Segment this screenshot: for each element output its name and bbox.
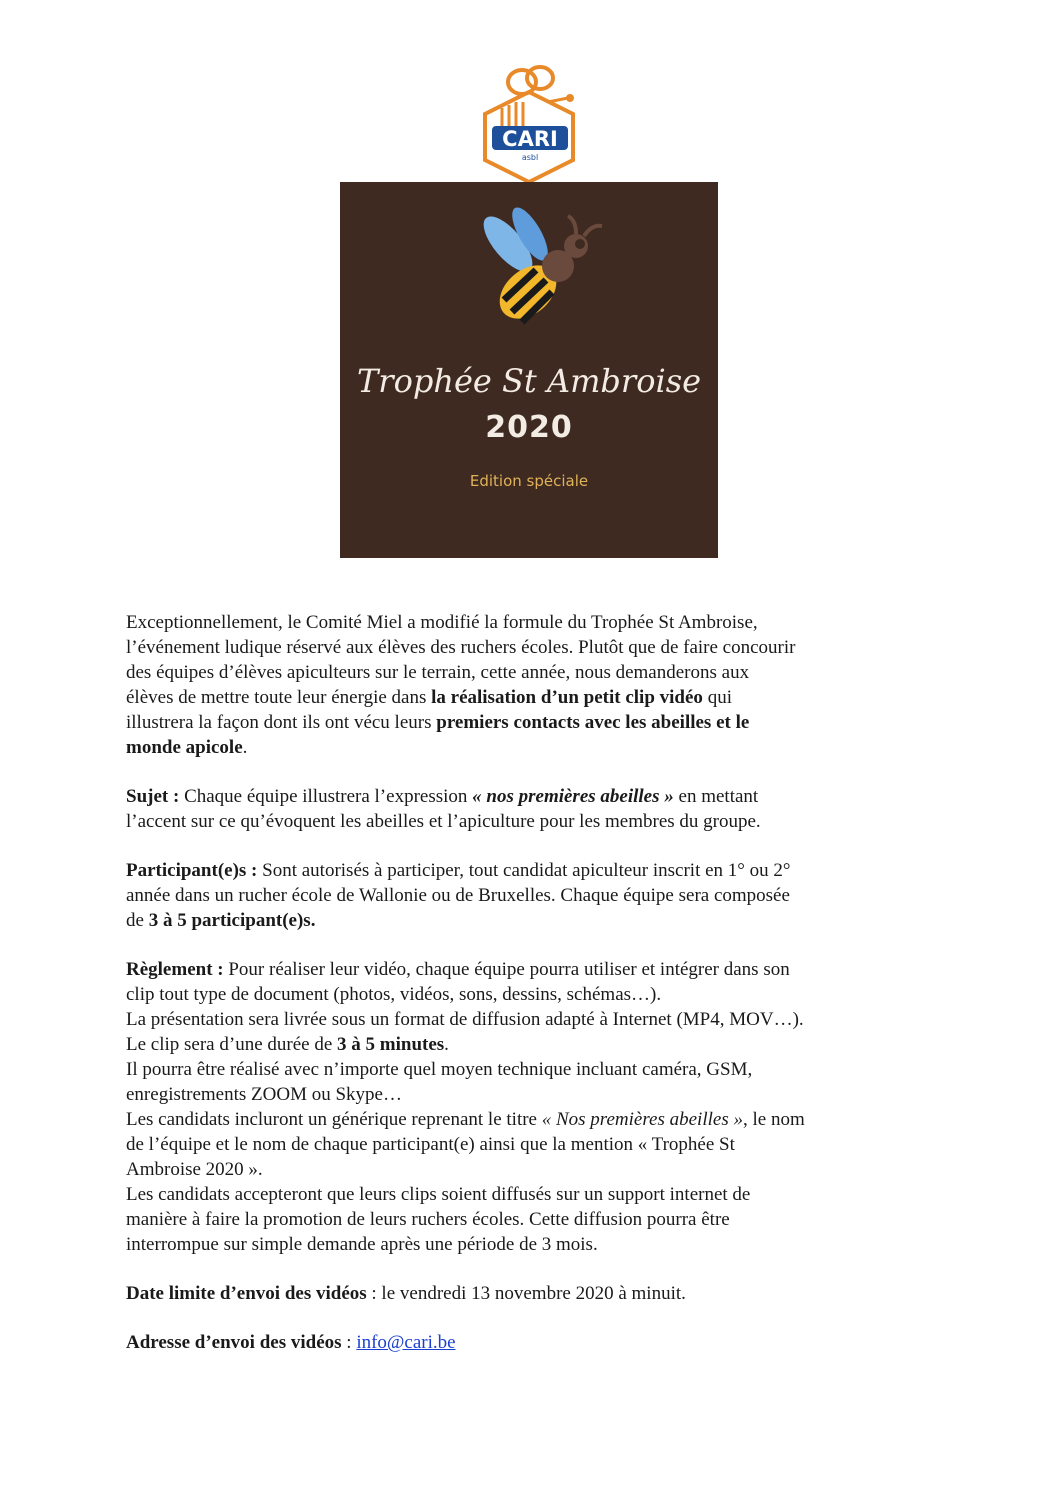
text-line: [126, 710, 936, 735]
text-line: l’accent sur ce qu’évoquent les abeilles et l’apiculture pour les membres du groupe.: [126, 811, 761, 832]
section-label: Sujet :: [126, 786, 180, 807]
quote: « Nos premières abeilles »: [541, 1109, 743, 1130]
logo-subtext: asbl: [521, 153, 539, 162]
emphasis: 3 à 5 minutes: [337, 1034, 445, 1055]
text-run: .: [444, 1034, 449, 1055]
text-line: interrompue sur simple demande après une période de 3 mois.: [126, 1234, 598, 1255]
text-run: illustrera la façon dont ils ont vécu leurs: [126, 712, 437, 733]
text-line: Les candidats accepteront que leurs clips soient diffusés sur un support internet de: [126, 1184, 751, 1205]
text-run: en mettant: [673, 786, 759, 807]
text-line: Ambroise 2020 ».: [126, 1159, 263, 1180]
text-line: [126, 908, 936, 933]
text-run: Chaque équipe illustrera l’expression: [179, 786, 473, 807]
document-body: [126, 610, 936, 1379]
text-run: élèves de mettre toute leur énergie dans: [126, 687, 432, 708]
text-run: :: [341, 1332, 357, 1353]
text-line: [126, 784, 936, 809]
text-line: de l’équipe et le nom de chaque participant(e) ainsi que la mention « Trophée St: [126, 1134, 735, 1155]
banner-title: Trophée St Ambroise: [356, 362, 702, 400]
text-line: des équipes d’élèves apiculteurs sur le terrain, cette année, nous demanderons aux: [126, 662, 750, 683]
bee-hexagon-icon: [478, 62, 580, 184]
text-line: La présentation sera livrée sous un format de diffusion adapté à Internet (MP4, MOV…).: [126, 1009, 804, 1030]
quote: « nos premières abeilles »: [472, 786, 674, 807]
text-run: de: [126, 910, 149, 931]
text-run: Le clip sera d’une durée de: [126, 1034, 338, 1055]
text-line: [126, 1281, 936, 1306]
email-link[interactable]: info@cari.be: [356, 1332, 456, 1353]
cari-logo: [478, 62, 580, 184]
text-line: Il pourra être réalisé avec n’importe quel moyen technique incluant caméra, GSM,: [126, 1059, 753, 1080]
logo-text: CARI: [502, 127, 558, 151]
emphasis: monde apicole: [126, 737, 243, 758]
intro-paragraph: [126, 610, 936, 760]
reglement-paragraph: [126, 957, 936, 1257]
text-line: [126, 957, 936, 982]
text-line: [126, 685, 936, 710]
participants-paragraph: [126, 858, 936, 933]
section-label: Date limite d’envoi des vidéos: [126, 1283, 367, 1304]
text-run: qui: [702, 687, 732, 708]
trophy-banner: [340, 182, 718, 558]
section-label: Participant(e)s :: [126, 860, 258, 881]
deadline-paragraph: [126, 1281, 936, 1306]
text-line: [126, 1107, 936, 1132]
text-line: [126, 1330, 936, 1355]
section-label: Règlement :: [126, 959, 224, 980]
text-run: Pour réaliser leur vidéo, chaque équipe pourra utiliser et intégrer dans son: [223, 959, 790, 980]
text-line: année dans un rucher école de Wallonie ou de Bruxelles. Chaque équipe sera composée: [126, 885, 790, 906]
text-run: , le nom: [742, 1109, 805, 1130]
banner-year: 2020: [485, 410, 573, 445]
text-line: enregistrements ZOOM ou Skype…: [126, 1084, 402, 1105]
text-run: Sont autorisés à participer, tout candidat apiculteur inscrit en 1° ou 2°: [257, 860, 791, 881]
sujet-paragraph: [126, 784, 936, 834]
text-line: l’événement ludique réservé aux élèves des ruchers écoles. Plutôt que de faire concourir: [126, 637, 796, 658]
section-label: Adresse d’envoi des vidéos: [126, 1332, 342, 1353]
text-run: .: [242, 737, 248, 758]
text-line: manière à faire la promotion de leurs ruchers écoles. Cette diffusion pourra être: [126, 1209, 730, 1230]
emphasis: la réalisation d’un petit clip vidéo: [431, 687, 703, 708]
address-paragraph: [126, 1330, 936, 1355]
bee-icon: [340, 182, 718, 362]
emphasis: 3 à 5 participant(e)s.: [148, 910, 316, 931]
text-line: [126, 1032, 936, 1057]
text-run: : le vendredi 13 novembre 2020 à minuit.: [366, 1283, 686, 1304]
emphasis: premiers contacts avec les abeilles et le: [436, 712, 750, 733]
text-line: Exceptionnellement, le Comité Miel a modifié la formule du Trophée St Ambroise,: [126, 612, 758, 633]
text-line: clip tout type de document (photos, vidéos, sons, dessins, schémas…).: [126, 984, 662, 1005]
text-run: Les candidats incluront un générique reprenant le titre: [126, 1109, 542, 1130]
banner-subtitle: Edition spéciale: [469, 472, 589, 490]
text-line: [126, 735, 936, 760]
text-line: [126, 858, 936, 883]
